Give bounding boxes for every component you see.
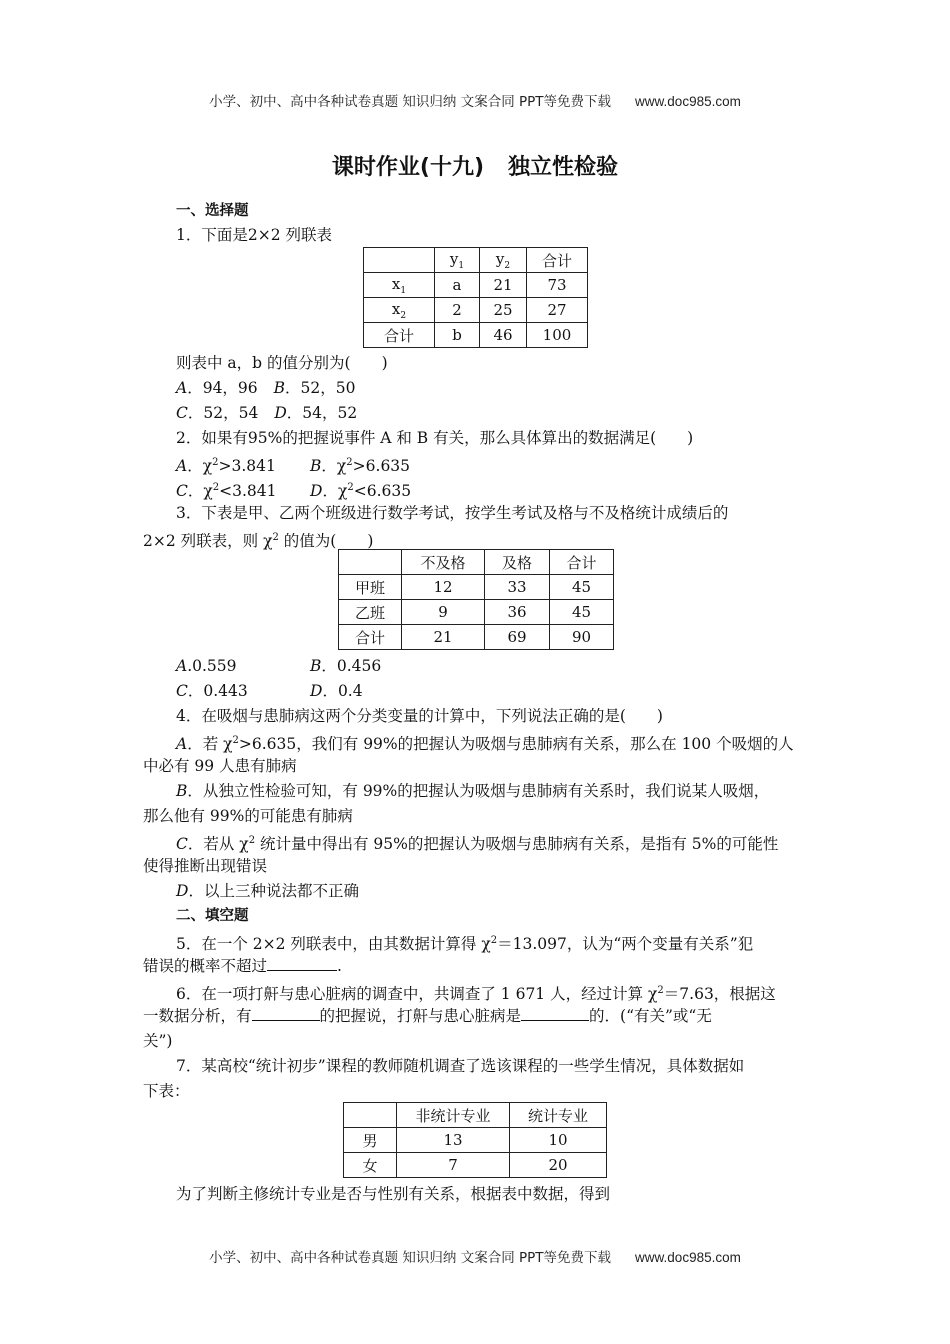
q4-option-a: A．若 $\chi^2>6.635$，我们有 99%的把握认为吸烟与患肺病有关系，那么在 100 个吸烟的人 — [176, 735, 794, 754]
header-text: 小学、初中、高中各种试卷真题 知识归纳 文案合同 PPT等免费下载 — [209, 94, 612, 110]
answer-blank[interactable] — [252, 1006, 320, 1021]
q7-line1: 7．某高校“统计初步”课程的教师随机调查了选该课程的一些学生情况，具体数据如 — [176, 1057, 745, 1075]
q2-stem: 2．如果有95%的把握说事件 A 和 B 有关，那么具体算出的数据满足( ) — [176, 429, 694, 447]
page-title: 课时作业(十九) 独立性检验 — [331, 155, 619, 180]
q4-option-b: B．从独立性检验可知，有 99%的把握认为吸烟与患肺病有关系时，我们说某人吸烟， — [176, 782, 770, 800]
section-choice: 一、选择题 — [176, 203, 249, 219]
q4-option-a-cont: 中必有 99 人患有肺病 — [143, 757, 297, 775]
q6-line3: 关”) — [143, 1032, 173, 1050]
q7-after: 为了判断主修统计专业是否与性别有关系，根据表中数据，得到 — [176, 1185, 611, 1203]
footer-url[interactable]: www.doc985.com — [635, 1250, 741, 1265]
page-footer — [0, 1246, 950, 1266]
q3-table: 不及格 及格 合计 甲班 12 33 45 乙班 9 36 45 合计 21 69 90 — [338, 549, 614, 650]
q5-line1: 5．在一个 2×2 列联表中，由其数据计算得 $\chi^2=13.097$，认为“两个变量有关系”犯 — [176, 935, 754, 954]
q4-option-b-cont: 那么他有 99%的可能患有肺病 — [143, 807, 353, 825]
q1-ask: 则表中 a，b 的值分别为( ) — [176, 354, 388, 372]
footer-text: 小学、初中、高中各种试卷真题 知识归纳 文案合同 PPT等免费下载 — [209, 1250, 612, 1266]
q3-line1: 3．下表是甲、乙两个班级进行数学考试，按学生考试及格与不及格统计成绩后的 — [176, 504, 729, 522]
q1-options-ab: A．94，96 B．52，50 — [176, 379, 356, 397]
q4-option-c: C．若从 $\chi^2$ 统计量中得出有 95%的把握认为吸烟与患肺病有关系，是指有 5%的可能性 — [176, 835, 779, 854]
q7-line2: 下表： — [143, 1082, 190, 1100]
section-fill: 二、填空题 — [176, 908, 249, 924]
page-header — [0, 90, 950, 110]
q1-table: $y_1$ $y_2$ 合计 $x_1$ a 21 73 $x_2$ 2 25 27 合计 b 46 100 — [363, 247, 588, 348]
q5-line2: 错误的概率不超过 . — [143, 957, 342, 975]
answer-blank[interactable] — [267, 956, 337, 971]
q3-options-ab: A.0.559 B．0.456 — [176, 657, 382, 675]
q4-stem: 4．在吸烟与患肺病这两个分类变量的计算中，下列说法正确的是( ) — [176, 707, 663, 725]
q6-line1: 6．在一项打鼾与患心脏病的调查中，共调查了 1 671 人，经过计算 $\chi^2=7.63$，根据这 — [176, 985, 776, 1004]
q4-option-c-cont: 使得推断出现错误 — [143, 857, 268, 875]
q1-options-cd: C．52，54 D．54，52 — [176, 404, 358, 422]
q3-line2: 2×2 列联表，则 $\chi^2$ 的值为( ) — [143, 532, 374, 551]
q7-table: 非统计专业 统计专业 男 13 10 女 7 20 — [343, 1102, 607, 1178]
q2-options-ab: A．$\chi^2>3.841$ B．$\chi^2>6.635$ — [176, 457, 411, 476]
q3-options-cd: C．0.443 D．0.4 — [176, 682, 363, 700]
q1-stem: 1．下面是2×2 列联表 — [176, 226, 332, 244]
q4-option-d: D．以上三种说法都不正确 — [176, 882, 359, 900]
header-url[interactable]: www.doc985.com — [635, 94, 741, 109]
q6-line2: 一数据分析，有 的把握说，打鼾与患心脏病是 的．(“有关”或“无 — [143, 1007, 712, 1025]
answer-blank[interactable] — [521, 1006, 589, 1021]
q2-options-cd: C．$\chi^2<3.841$ D．$\chi^2<6.635$ — [176, 482, 412, 501]
